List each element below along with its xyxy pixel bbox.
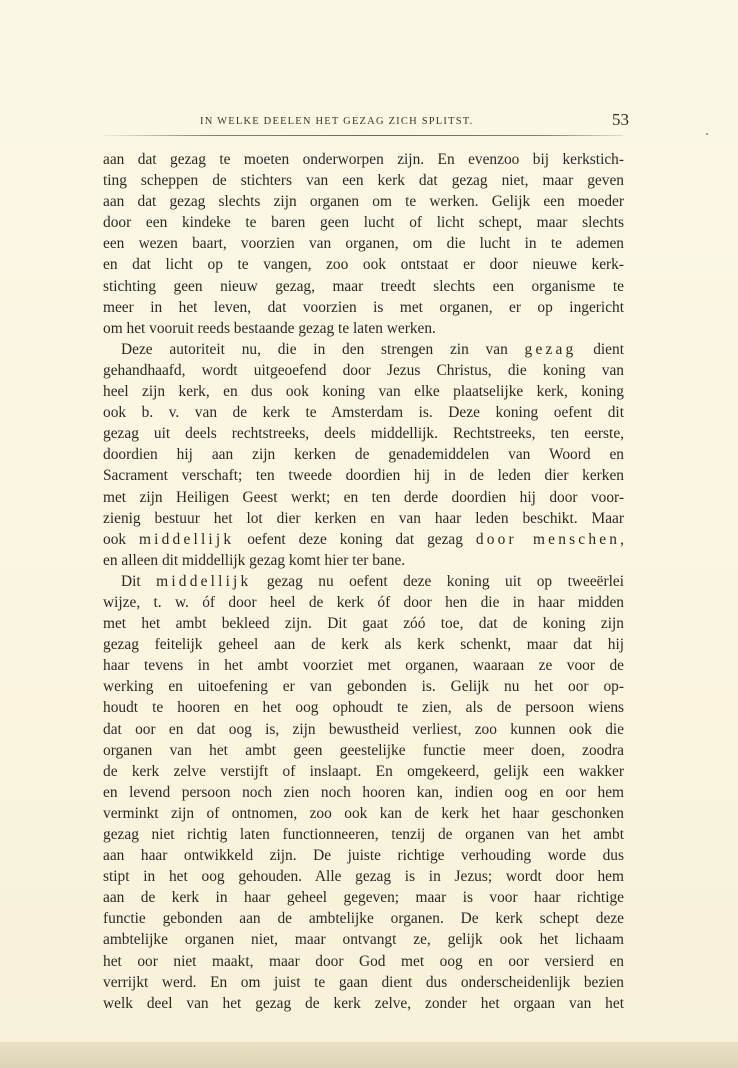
text-line: met zijn Heiligen Geest werkt; en ten derde doordien hij door voor- [103, 488, 624, 506]
text-line: ook middellijk oefent deze koning dat gezag door menschen, [103, 530, 625, 548]
text-line: het oor niet maakt, maar door God met oog en oor versierd en [103, 952, 624, 970]
text-line: stipt in het oog gehouden. Alle gezag is in Jezus; wordt door hem [103, 868, 624, 886]
text-line: aan haar ontwikkeld zijn. De juiste richtige verhouding worde dus [103, 847, 624, 865]
text-line: wijze, t. w. óf door heel de kerk óf door hen die in haar midden [103, 593, 624, 611]
text-line: met het ambt bekleed zijn. Dit gaat zóó toe, dat de koning zijn [103, 615, 624, 633]
text-line: houdt te hooren en het oog ophoudt te zien, als de persoon wiens [103, 699, 624, 717]
text-line: haar tevens in het ambt voorziet met organen, waaraan ze voor de [103, 657, 624, 675]
text-line: heel zijn kerk, en dus ook koning van elke plaatselijke kerk, koning [103, 383, 624, 401]
text-line: aan de kerk in haar geheel gegeven; maar is voor haar richtige [103, 889, 624, 907]
text-line: zienig bestuur het lot dier kerken en van haar leden beschikt. Maar [103, 509, 624, 527]
running-head: IN WELKE DEELEN HET GEZAG ZICH SPLITST. [200, 116, 474, 127]
text-line: ting scheppen de stichters van een kerk dat gezag niet, maar geven [103, 172, 624, 190]
text-line: gezag niet richtig laten functionneeren, tenzij de organen van het ambt [103, 826, 624, 843]
spaced-word: gezag [524, 340, 577, 358]
text-line: Deze autoriteit nu, die in den strengen zin van gezag dient [121, 340, 624, 358]
page-number: 53 [612, 110, 629, 129]
text-line: een wezen baart, voorzien van organen, om die lucht in te ademen [103, 235, 624, 253]
page-header [103, 108, 635, 136]
spaced-word: middellijk [156, 572, 252, 590]
text-line: en alleen dit middellijk gezag komt hier ter bane. [103, 551, 406, 569]
text-line: meer in het leven, dat voorzien is met organen, er op ingericht [103, 298, 624, 316]
text-line: gezag uit deels rechtstreeks, deels middellijk. Rechtstreeks, ten eerste, [103, 425, 624, 443]
text-line: aan dat gezag slechts zijn organen om te werken. Gelijk een moeder [103, 193, 624, 211]
page-speck [706, 133, 708, 135]
text-line: werking en uitoefening er van gebonden is. Gelijk nu het oor op- [103, 678, 624, 696]
header-rule [103, 135, 623, 136]
text-line: gehandhaafd, wordt uitgeoefend door Jezus Christus, die koning van [103, 361, 624, 379]
text-line: doordien hij aan zijn kerken de genademiddelen van Woord en [103, 446, 624, 464]
text-line: door een kindeke te baren geen lucht of licht schept, maar slechts [103, 214, 624, 232]
text-line: welk deel van het gezag de kerk zelve, zonder het orgaan van het [103, 994, 624, 1012]
text-line: ambtelijke organen niet, maar ontvangt ze, gelijk ook het lichaam [103, 931, 624, 949]
text-line: verrijkt werd. En om juist te gaan dient dus onderscheidenlijk bezien [103, 973, 624, 991]
text-line: dat oor en dat oog is, zijn bewustheid verliest, zoo kunnen ook die [103, 720, 624, 738]
text-line: stichting geen nieuw gezag, maar treedt slechts een organisme te [103, 277, 624, 295]
text-line: en levend persoon noch zien noch hooren kan, indien oog en oor hem [103, 783, 624, 801]
text-line: gezag feitelijk geheel aan de kerk als kerk schenkt, maar dat hij [103, 636, 624, 654]
text-line: Dit middellijk gezag nu oefent deze koning uit op tweeërlei [121, 572, 625, 590]
text-line: en dat licht op te vangen, zoo ook ontstaat er door nieuwe kerk- [103, 256, 624, 274]
spaced-word: middellijk [139, 530, 235, 548]
text-line: om het vooruit reeds bestaande gezag te laten werken. [103, 319, 436, 337]
text-line: aan dat gezag te moeten onderworpen zijn. En evenzoo bij kerkstich- [103, 151, 624, 168]
text-line: verminkt zijn of ontnomen, zoo ook kan de kerk het haar geschonken [103, 804, 624, 822]
text-line: functie gebonden aan de ambtelijke organen. De kerk schept deze [103, 910, 624, 928]
page-bottom-edge [0, 1042, 738, 1068]
text-line: ook b. v. van de kerk te Amsterdam is. Deze koning oefent dit [103, 404, 624, 422]
text-line: organen van het ambt geen geestelijke functie meer doen, zoodra [103, 741, 624, 759]
body-text [103, 149, 624, 1014]
spaced-word: door menschen [475, 530, 621, 548]
text-line: de kerk zelve verstijft of inslaapt. En omgekeerd, gelijk een wakker [103, 762, 624, 780]
text-line: Sacrament verschaft; ten tweede doordien hij in de leden dier kerken [103, 467, 624, 485]
